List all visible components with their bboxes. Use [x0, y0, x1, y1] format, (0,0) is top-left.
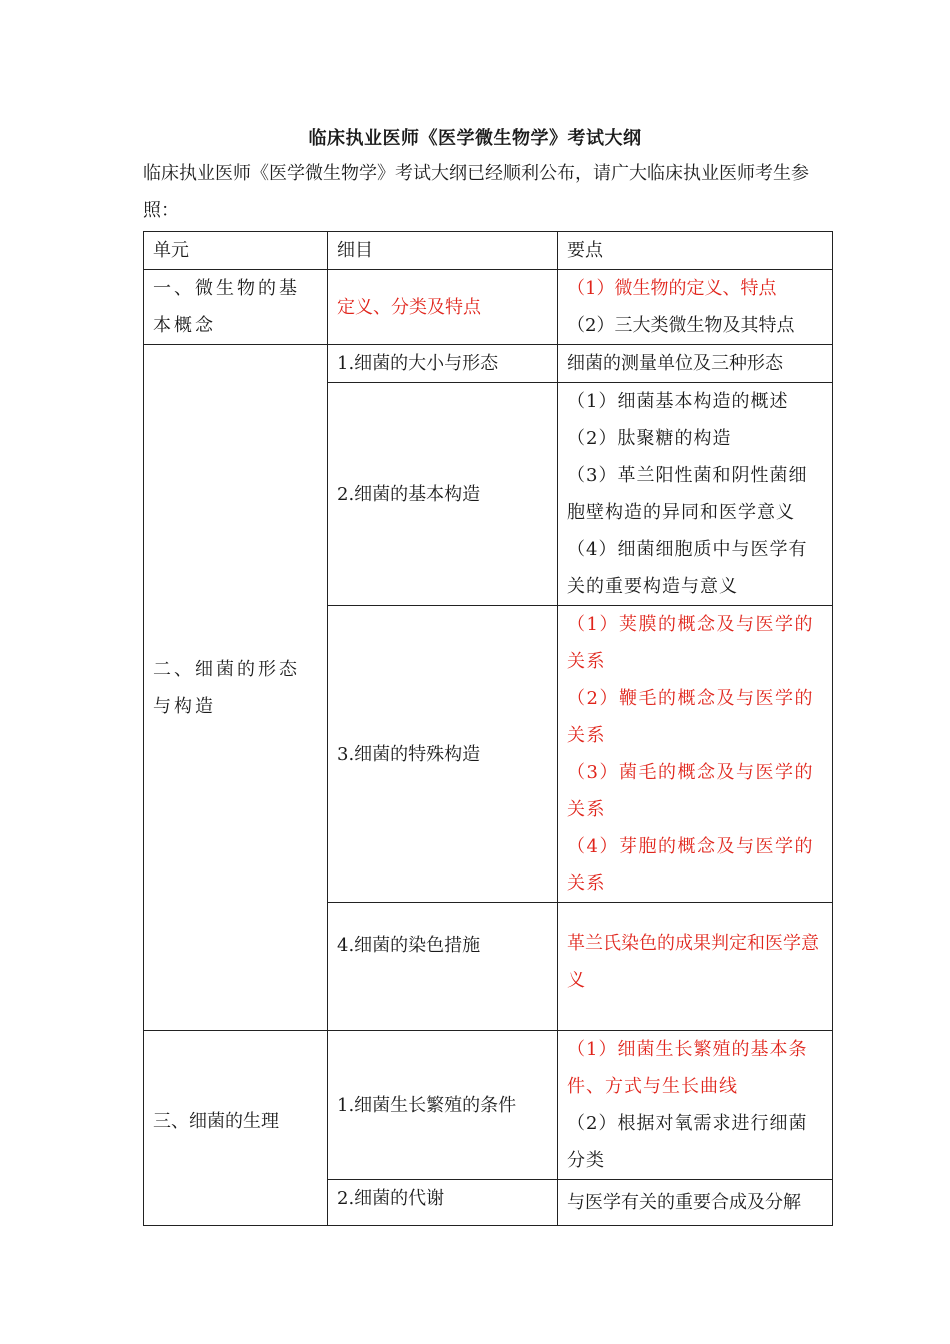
item-cell: 2.细菌的基本构造: [328, 383, 558, 606]
page-title: 临床执业医师《医学微生物学》考试大纲: [308, 128, 642, 149]
point-text: （1）荚膜的概念及与医学的关系: [567, 614, 814, 672]
points-cell: [558, 383, 833, 606]
table-row: [144, 1031, 833, 1180]
item-cell: 4.细菌的染色措施: [328, 903, 558, 1031]
point-text: （1）微生物的定义、特点: [567, 278, 777, 299]
point-text: （2）肽聚糖的构造: [567, 428, 732, 449]
points-cell: [558, 903, 833, 1031]
point-text: 革兰氏染色的成果判定和医学意义: [567, 933, 819, 991]
header-item: 细目: [328, 232, 558, 270]
point-text: （1）细菌基本构造的概述: [567, 391, 789, 412]
point-text: （1）细菌生长繁殖的基本条件、方式与生长曲线: [567, 1039, 808, 1097]
unit-cell: 二、细菌的形态与构造: [144, 345, 328, 1031]
item-cell: 1.细菌的大小与形态: [328, 345, 558, 383]
table-row: [144, 270, 833, 345]
table-row: [144, 345, 833, 383]
points-cell: [558, 270, 833, 345]
item-cell: 3.细菌的特殊构造: [328, 606, 558, 903]
intro-paragraph: 临床执业医师《医学微生物学》考试大纲已经顺利公布，请广大临床执业医师考生参照：: [143, 163, 809, 221]
point-text: （2）三大类微生物及其特点: [567, 315, 795, 336]
header-unit: 单元: [144, 232, 328, 270]
header-points: 要点: [558, 232, 833, 270]
item-cell: 2.细菌的代谢: [328, 1180, 558, 1226]
points-cell: [558, 1031, 833, 1180]
point-text: （2）鞭毛的概念及与医学的关系: [567, 688, 814, 746]
point-text: （3）革兰阳性菌和阴性菌细胞壁构造的异同和医学意义: [567, 465, 808, 523]
exam-outline-table: [143, 231, 833, 1226]
point-text: 细菌的测量单位及三种形态: [567, 353, 783, 374]
points-cell: [558, 606, 833, 903]
points-cell: [558, 1180, 833, 1226]
unit-cell: 三、细菌的生理: [144, 1031, 328, 1226]
item-cell: 1.细菌生长繁殖的条件: [328, 1031, 558, 1180]
point-text: （3）菌毛的概念及与医学的关系: [567, 762, 814, 820]
point-text: （4）细菌细胞质中与医学有关的重要构造与意义: [567, 539, 808, 597]
table-header-row: [144, 232, 833, 270]
point-text: 与医学有关的重要合成及分解: [567, 1192, 801, 1213]
point-text: （4）芽胞的概念及与医学的关系: [567, 836, 814, 894]
points-cell: [558, 345, 833, 383]
unit-cell: 一、微生物的基本概念: [144, 270, 328, 345]
point-text: （2）根据对氧需求进行细菌分类: [567, 1113, 808, 1171]
item-cell: 定义、分类及特点: [328, 270, 558, 345]
